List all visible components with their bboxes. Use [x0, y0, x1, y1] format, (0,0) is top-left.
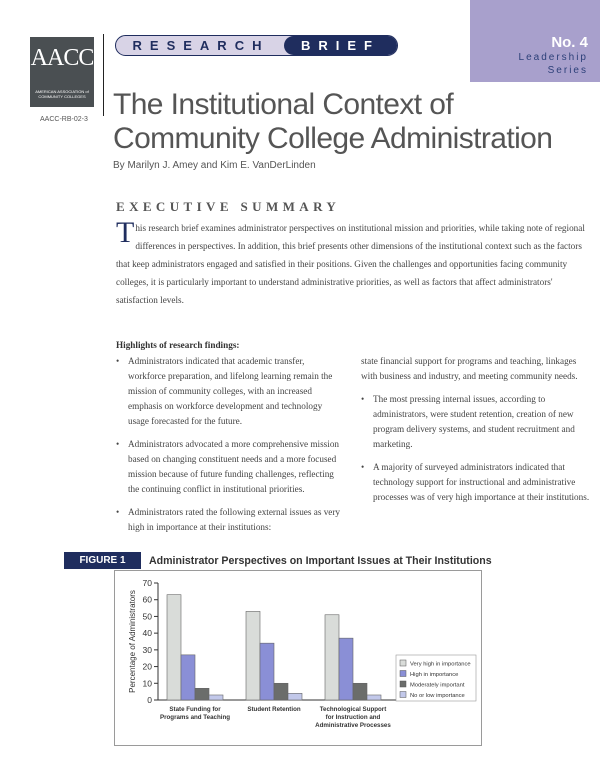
- bar: [274, 683, 288, 700]
- executive-summary-body: his research brief examines administrator perspectives on institutional mission and priorities, while taking note of regional differences in perspectives. In addition, this brief presents other dimensions of the institutional context such as the factors that keep administrators engaged and satisfied in their positions. Given the challenges and opportunities facing community colleges, it is particularly important to understand administrative priorities, as well as factors that affect administrators' satisfaction levels.: [116, 223, 585, 305]
- banner-research: RESEARCH: [132, 38, 270, 53]
- bar: [339, 638, 353, 700]
- legend-swatch: [400, 660, 406, 666]
- y-tick-label: 20: [142, 661, 152, 672]
- page-title: The Institutional Context of Community College Administration: [113, 88, 553, 155]
- series-number: No. 4: [551, 34, 588, 51]
- legend-label: High in importance: [410, 672, 459, 678]
- legend-swatch: [400, 681, 406, 687]
- logo-subtitle: AMERICAN ASSOCIATION of COMMUNITY COLLEGES: [35, 89, 89, 99]
- bar: [353, 683, 367, 700]
- list-item-text: The most pressing internal issues, according to administrators, were student retention, creation of new program delivery systems, and student recruitment and marketing.: [373, 394, 575, 449]
- x-category-label: Technological Support: [319, 706, 387, 713]
- authors: By Marilyn J. Amey and Kim E. VanDerLinden: [113, 160, 316, 171]
- y-tick-label: 60: [142, 594, 152, 605]
- bar: [181, 655, 195, 700]
- logo-mark: AACC: [30, 45, 94, 71]
- x-category-label: Student Retention: [247, 706, 301, 713]
- bullet: •: [116, 439, 120, 449]
- list-item-text: A majority of surveyed administrators indicated that technology support for instructional and administrative processes was of very high importance at their institutions.: [373, 462, 590, 502]
- bullet: •: [361, 394, 365, 404]
- legend-label: Very high in importance: [410, 661, 471, 668]
- bar: [288, 693, 302, 700]
- bullet: •: [116, 356, 120, 366]
- y-tick-label: 0: [147, 695, 152, 705]
- bar: [325, 615, 339, 700]
- series-line1: Leadership: [518, 52, 588, 63]
- y-tick-label: 10: [142, 678, 152, 689]
- document-id: AACC-RB-02-3: [40, 116, 88, 123]
- bullet: •: [116, 507, 120, 517]
- y-tick-label: 50: [142, 611, 152, 622]
- figure-title: Administrator Perspectives on Important Issues at Their Institutions: [149, 555, 492, 567]
- dropcap: T: [116, 216, 135, 249]
- y-axis-label: Percentage of Administrators: [128, 590, 137, 693]
- list-item-continuation: state financial support for programs and teaching, linkages with business and industry, and meeting community needs.: [361, 356, 578, 381]
- x-category-label: for Instruction and: [325, 714, 381, 721]
- bar: [260, 643, 274, 700]
- banner-brief: BRIEF: [284, 36, 397, 55]
- x-category-label: Programs and Teaching: [159, 714, 231, 721]
- legend-swatch: [400, 692, 406, 698]
- bar: [209, 695, 223, 700]
- y-tick-label: 40: [142, 628, 152, 639]
- figure-label: FIGURE 1: [64, 552, 141, 569]
- list-item-text: Administrators advocated a more comprehensive mission based on changing constituent needs and a more focused mission because of future funding challenges, reflecting the continuing conflict in institutional priorities.: [128, 439, 340, 494]
- bar: [246, 611, 260, 700]
- list-item-text: Administrators rated the following external issues as very high in importance at their institutions:: [128, 507, 341, 532]
- legend-label: No or low importance: [410, 693, 465, 699]
- highlights-heading: Highlights of research findings:: [116, 340, 240, 350]
- bar: [167, 595, 181, 700]
- executive-summary-heading: EXECUTIVE SUMMARY: [116, 199, 341, 214]
- y-tick-label: 70: [142, 578, 152, 588]
- legend-swatch: [400, 671, 406, 677]
- series-line2: Series: [547, 65, 588, 76]
- x-category-label: Administrative Processes: [315, 722, 391, 729]
- legend-label: Moderately important: [410, 682, 465, 689]
- bar: [195, 688, 209, 700]
- bar: [367, 695, 381, 700]
- x-category-label: State Funding for: [169, 706, 221, 713]
- y-tick-label: 30: [142, 644, 152, 655]
- list-item-text: Administrators indicated that academic transfer, workforce preparation, and lifelong learning remain the mission of community colleges, with an increased emphasis on workforce development and technology usage forecasted for the future.: [128, 356, 333, 426]
- bullet: •: [361, 462, 365, 472]
